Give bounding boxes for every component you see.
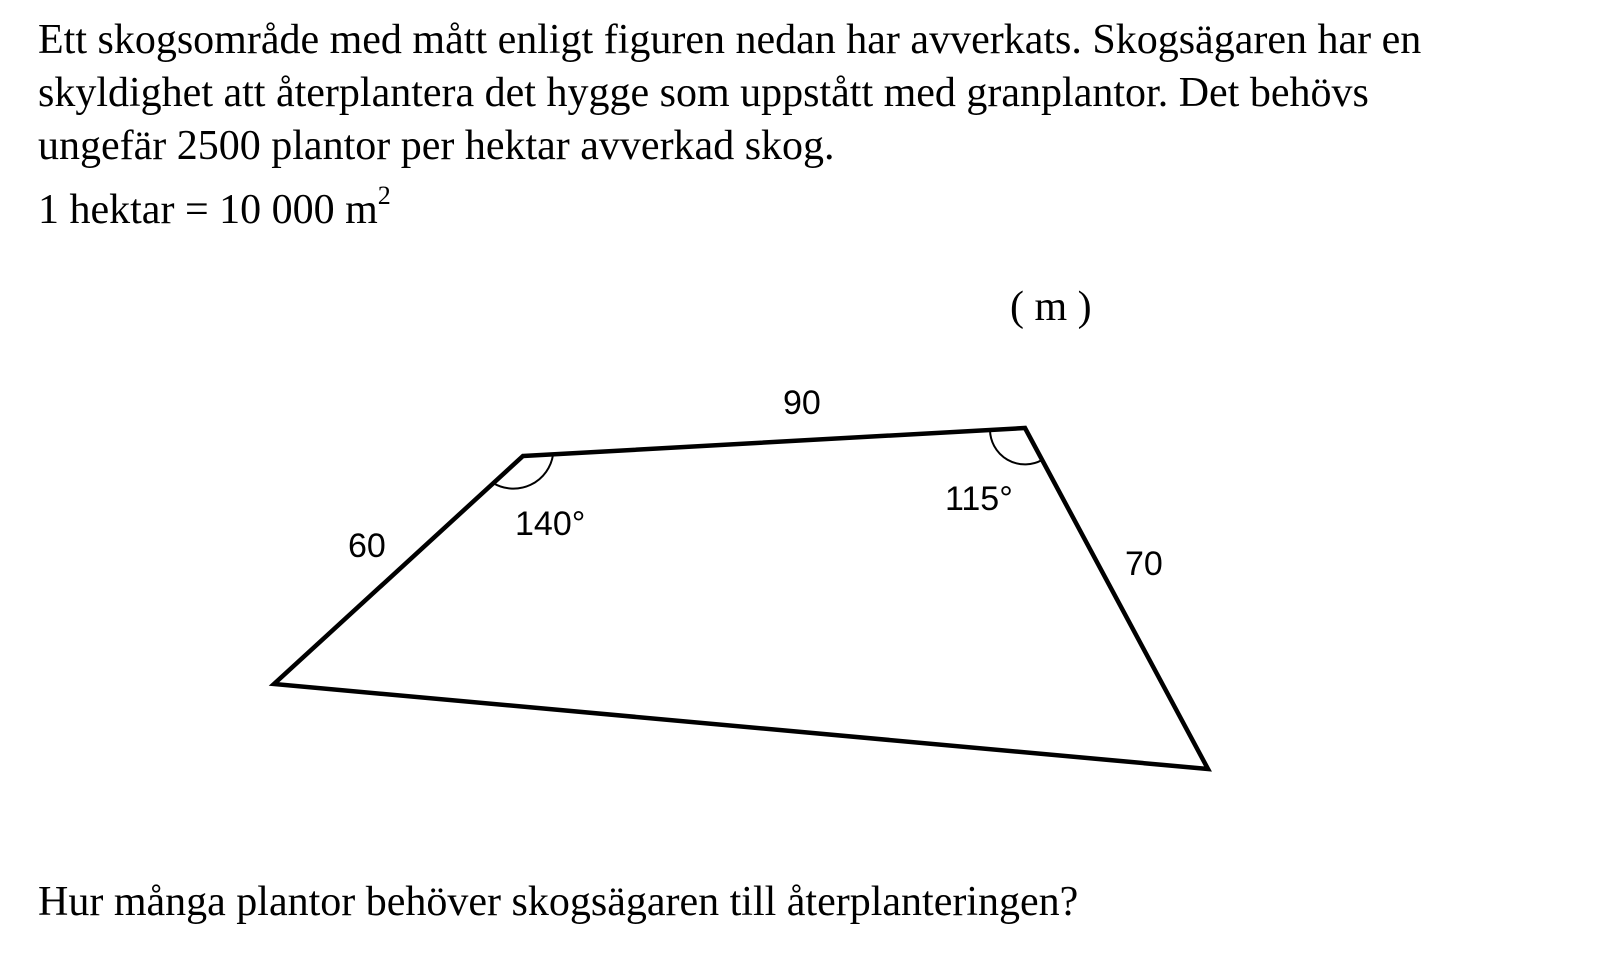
conversion-text: 1 hektar = 10 000 m (38, 187, 378, 233)
side-left-label: 60 (348, 527, 386, 565)
angle-arc-top-left (493, 455, 553, 489)
unit-label: ( m ) (1010, 284, 1092, 330)
problem-line-3: ungefär 2500 plantor per hektar avverkad skog. (38, 123, 835, 169)
angle-top-right-label: 115° (945, 480, 1013, 518)
conversion-superscript: 2 (377, 181, 391, 210)
angle-top-left-label: 140° (515, 505, 586, 543)
problem-line-1: Ett skogsområde med mått enligt figuren nedan har avverkats. Skogsägaren har en (38, 17, 1422, 63)
question: Hur många plantor behöver skogsägaren till återplanteringen? (38, 879, 1079, 925)
problem-line-2: skyldighet att återplantera det hygge som uppstått med granplantor. Det behövs (38, 70, 1369, 116)
side-top-label: 90 (783, 384, 821, 422)
forest-area-shape (274, 428, 1208, 769)
side-right-label: 70 (1125, 545, 1163, 583)
